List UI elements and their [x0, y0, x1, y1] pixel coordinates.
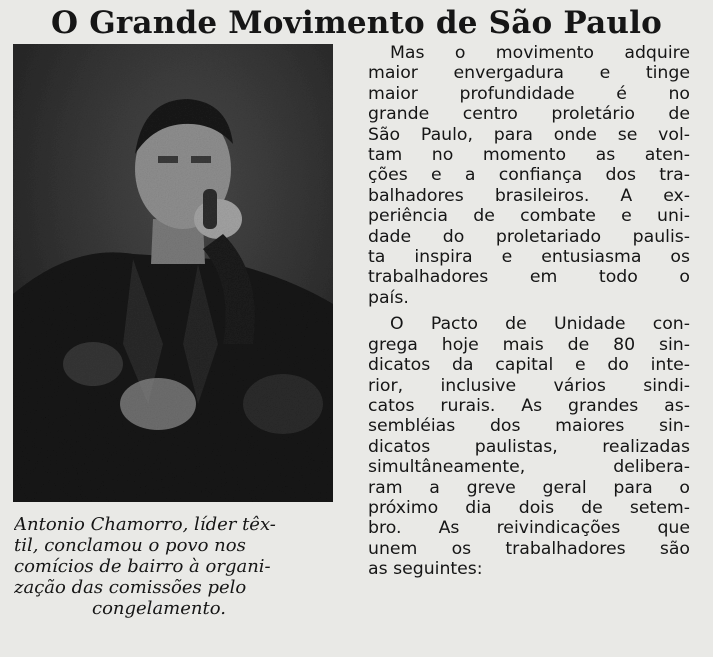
text-line: país.: [368, 287, 409, 308]
text-line: grande centro proletário de: [368, 104, 690, 125]
paragraph-2: [368, 314, 690, 579]
text-line: maior envergadura e tinge: [368, 63, 690, 84]
text-line: rior, inclusive vários sindi-: [368, 375, 690, 396]
text-line: dicatos da capital e do inte-: [368, 355, 690, 376]
caption-line: zação das comissões pelo: [14, 577, 247, 598]
text-line: grega hoje mais de 80 sin-: [368, 334, 690, 355]
text-line: trabalhadores em todo o: [368, 267, 690, 288]
caption-line: congelamento.: [92, 598, 226, 619]
caption-line: til, conclamou o povo nos: [14, 535, 246, 556]
headline: O Grande Movimento de São Paulo: [51, 5, 662, 41]
text-line: O Pacto de Unidade con-: [390, 314, 690, 335]
text-line: tam no momento as aten-: [368, 145, 690, 166]
text-line: São Paulo, para onde se vol-: [368, 124, 690, 145]
text-line: catos rurais. As grandes as-: [368, 395, 690, 416]
portrait-photo: [13, 44, 333, 502]
text-line: sembléias dos maiores sin-: [368, 416, 690, 437]
portrait-photo-image: [13, 44, 333, 502]
caption-line: Antonio Chamorro, líder têx-: [14, 514, 276, 535]
text-line: as seguintes:: [368, 559, 483, 580]
text-line: ta inspira e entusiasma os: [368, 247, 690, 268]
text-line: dade do proletariado paulis-: [368, 226, 690, 247]
text-line: ram a greve geral para o: [368, 477, 690, 498]
text-line: simultâneamente, delibera-: [368, 457, 690, 478]
text-line: unem os trabalhadores são: [368, 538, 690, 559]
text-line: próximo dia dois de setem-: [368, 497, 690, 518]
text-line: dicatos paulistas, realizadas: [368, 436, 690, 457]
text-line: bro. As reivindicações que: [368, 518, 690, 539]
paragraph-1: [368, 43, 690, 308]
text-line: Mas o movimento adquire: [390, 43, 690, 63]
caption-line: comícios de bairro à organi-: [14, 556, 271, 577]
text-line: periência de combate e uni-: [368, 206, 690, 227]
photo-caption: [14, 514, 332, 619]
text-line: maior profundidade é no: [368, 83, 690, 104]
article-body: [368, 43, 690, 586]
text-line: balhadores brasileiros. A ex-: [368, 185, 690, 206]
text-line: ções e a confiança dos tra-: [368, 165, 690, 186]
